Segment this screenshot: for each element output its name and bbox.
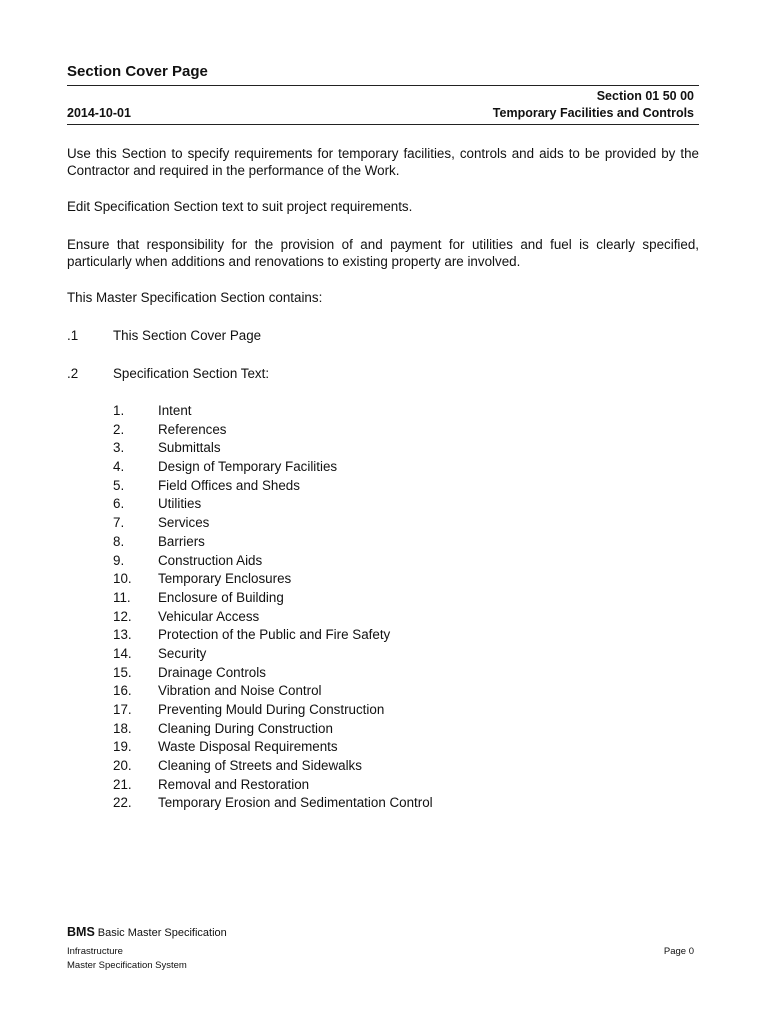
toc-item-text: Construction Aids [158,552,263,568]
toc-item-text: Drainage Controls [158,664,266,680]
toc-item-number: 3. [113,440,125,456]
paragraph-contains: This Master Specification Section contains: [67,290,323,305]
toc-item-text: Utilities [158,496,202,512]
outline-number: .2 [67,366,79,381]
paragraph-intro: Use this Section to specify requirements for temporary facilities, controls and aids to be provided by the Contractor and required in the performance of the Work. [67,146,699,178]
footer-line-system: Master Specification System [67,960,187,971]
toc-item-number: 14. [113,645,132,661]
toc-item-number: 11. [113,589,131,605]
section-number: Section 01 50 00 [596,89,694,103]
toc-item-number: 9. [113,552,125,568]
toc-item-text: Vehicular Access [158,608,260,624]
toc-item-number: 7. [113,515,125,531]
toc-item-text: Preventing Mould During Construction [158,702,385,717]
toc-item-text: Submittals [158,440,221,456]
toc-item-text: Enclosure of Building [158,589,284,605]
toc-item-number: 1. [113,403,125,418]
toc-item-text: Security [158,645,207,661]
footer-brand-name: Basic Master Specification [97,927,227,939]
outline-text: This Section Cover Page [113,328,262,343]
toc-item-number: 2. [113,421,125,437]
footer-line-infrastructure: Infrastructure [67,946,123,957]
footer-brand [67,925,227,939]
toc-item-number: 12. [113,608,132,624]
toc-item-text: Services [158,515,210,531]
issue-date: 2014-10-01 [67,106,131,120]
toc-item-text: Field Offices and Sheds [158,477,300,493]
header-rule-bottom [67,124,699,125]
toc-item-text: Intent [158,403,192,418]
toc-item-text: Vibration and Noise Control [158,683,322,699]
toc-item-text: Removal and Restoration [158,776,310,792]
paragraph-responsibility: Ensure that responsibility for the provision of and payment for utilities and fuel is clearly specified, particularly when additions and renovations to existing property are involved. [67,237,699,269]
toc-item-number: 8. [113,533,125,549]
toc-item-text: Temporary Erosion and Sedimentation Control [158,795,433,811]
outline-number: .1 [67,328,79,343]
toc-item-text: Cleaning During Construction [158,720,333,736]
toc-item-number: 17. [113,702,132,717]
toc-item-number: 22. [113,795,132,811]
toc-item-number: 18. [113,720,132,736]
footer-page-number: Page 0 [663,946,694,957]
toc-item-number: 21. [113,776,132,792]
footer-brand-acronym: BMS [67,925,95,939]
page-title: Section Cover Page [67,63,208,80]
toc-item-number: 15. [113,664,132,680]
toc-item-text: References [158,421,227,437]
toc-item-text: Design of Temporary Facilities [158,459,338,475]
paragraph-edit: Edit Specification Section text to suit project requirements. [67,199,413,214]
toc-item-text: Temporary Enclosures [158,571,292,587]
toc-item-number: 5. [113,477,125,493]
toc-item-number: 13. [113,627,132,643]
toc-item-text: Waste Disposal Requirements [158,739,338,755]
toc-item-number: 19. [113,739,132,755]
toc-item-number: 10. [113,571,132,587]
toc-item-number: 4. [113,459,125,475]
section-title: Temporary Facilities and Controls [492,106,694,120]
toc-item-number: 20. [113,758,132,774]
toc-item-number: 6. [113,496,125,512]
outline-text: Specification Section Text: [113,366,270,381]
toc-item-text: Barriers [158,533,205,549]
toc-item-number: 16. [113,683,132,699]
toc-item-text: Cleaning of Streets and Sidewalks [158,758,362,774]
header-rule-top [67,85,699,86]
toc-item-text: Protection of the Public and Fire Safety [158,627,391,643]
